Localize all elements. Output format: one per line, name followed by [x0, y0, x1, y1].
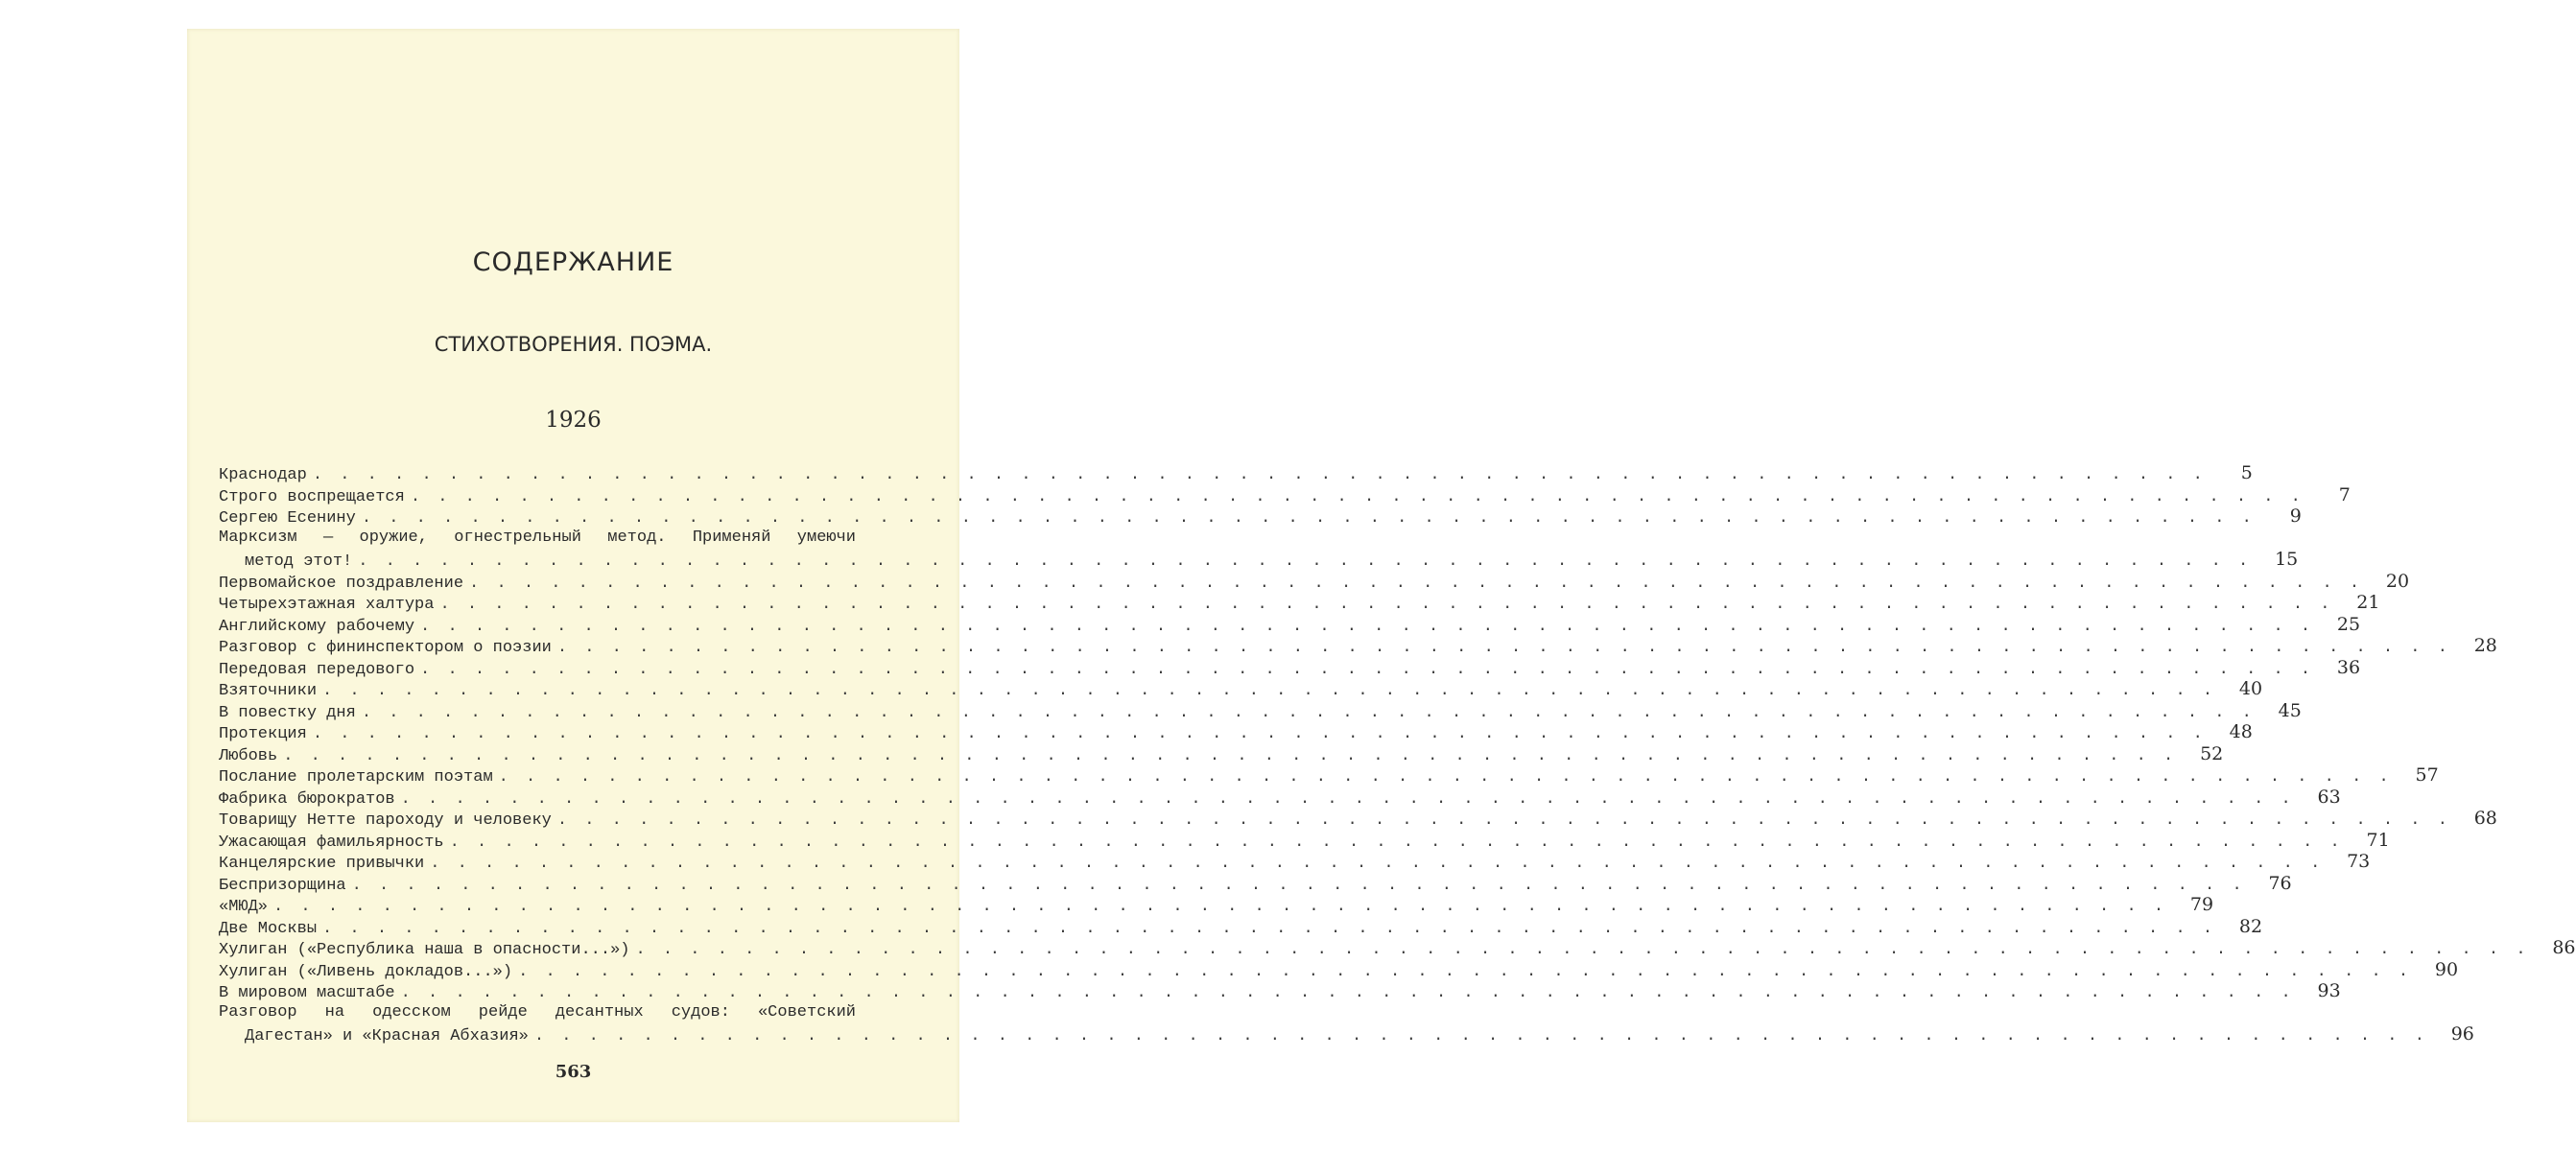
toc-entry [219, 699, 2302, 722]
toc-entry-title: «МЮД» [219, 898, 269, 916]
toc-entry [219, 980, 2341, 1002]
toc-entry-continuation [219, 549, 2299, 571]
toc-entry-title: Разговор на одесском рейде десантных судов: «Советский [219, 1002, 856, 1022]
toc-entry-page: 79 [2189, 894, 2214, 915]
toc-entry-title: Марксизм — оружие, огнестрельный метод. Применяй умеючи [219, 528, 856, 547]
toc-entry [219, 808, 2497, 830]
toc-entry [219, 764, 2439, 787]
toc-entry-title: Две Москвы [219, 919, 318, 938]
toc-entry-title: Любовь [219, 746, 278, 765]
toc-entry [219, 851, 2371, 873]
toc-entry-page: 25 [2336, 613, 2361, 635]
toc-entry [219, 483, 2351, 506]
book-page [187, 29, 2576, 1122]
toc-entry [219, 528, 902, 550]
toc-entry-title: Сергею Есенину [219, 509, 356, 528]
toc-entry-title: Дагестан» и «Красная Абхазия» [245, 1027, 529, 1045]
toc-entry-page: 21 [2356, 592, 2380, 613]
section-heading: СТИХОТВОРЕНИЯ. ПОЭМА. [434, 333, 713, 356]
toc-entry-page: 45 [2278, 699, 2302, 721]
toc-entry-page: 7 [2338, 483, 2351, 505]
toc-entry-page: 15 [2275, 549, 2299, 570]
toc-entry-page: 48 [2229, 721, 2253, 742]
toc-entry-title: Краснодар [219, 466, 307, 484]
toc-entry-title: Передовая передового [219, 660, 415, 679]
toc-entry-page: 28 [2473, 635, 2497, 656]
toc-entry-title: В повестку дня [219, 703, 356, 722]
toc-entry-page: 5 [2240, 462, 2253, 483]
toc-entry-title: Ужасающая фамильярность [219, 833, 444, 852]
toc-entry-continuation [219, 1023, 2474, 1045]
toc-entry-title: Хулиган («Республика наша в опасности...») [219, 941, 630, 959]
toc-entry-page: 82 [2238, 915, 2263, 937]
toc-entry [219, 678, 2263, 700]
toc-entry-title: Четырехэтажная халтура [219, 596, 435, 614]
toc-entry-page: 90 [2434, 958, 2459, 980]
toc-entry [219, 829, 2390, 852]
toc-entry [219, 570, 2410, 593]
toc-entry-page: 73 [2347, 851, 2371, 872]
toc-entry [219, 937, 2576, 959]
toc-entry-page: 96 [2450, 1023, 2474, 1045]
toc-entry-page: 20 [2385, 570, 2410, 592]
table-of-contents [219, 462, 2576, 1045]
toc-entry-page: 9 [2289, 505, 2302, 527]
toc-entry [219, 505, 2302, 528]
toc-entry-title: Фабрика бюрократов [219, 789, 395, 809]
toc-entry [219, 786, 2341, 809]
toc-entry [219, 958, 2459, 981]
toc-entry-page: 86 [2552, 937, 2576, 958]
toc-entry [219, 721, 2253, 743]
toc-entry-title: Хулиган («Ливень докладов...») [219, 962, 513, 981]
toc-entry-title: Беспризорщина [219, 876, 346, 895]
toc-entry-title: Разговор с фининспектором о поэзии [219, 639, 552, 657]
page-number: 563 [555, 1062, 592, 1082]
toc-entry [219, 915, 2263, 938]
toc-entry [219, 656, 2361, 679]
toc-entry-title: Протекция [219, 725, 307, 743]
toc-entry-page: 71 [2366, 829, 2390, 851]
toc-entry-title: Строго воспрещается [219, 487, 405, 506]
toc-entry-page: 36 [2336, 656, 2361, 678]
toc-entry [219, 635, 2497, 657]
toc-entry [219, 592, 2380, 614]
toc-entry [219, 1002, 902, 1024]
toc-entry-title: Канцелярские привычки [219, 855, 425, 873]
toc-entry-page: 68 [2473, 808, 2497, 829]
toc-entry-page: 52 [2200, 742, 2224, 764]
toc-entry [219, 894, 2214, 916]
toc-entry-page: 57 [2415, 764, 2439, 786]
toc-entry-title: В мировом масштабе [219, 984, 395, 1002]
toc-entry-title: Взяточники [219, 682, 318, 700]
toc-entry [219, 742, 2224, 765]
toc-entry-title: Товарищу Нетте пароходу и человеку [219, 811, 552, 830]
toc-entry [219, 872, 2292, 895]
contents-heading: СОДЕРЖАНИЕ [472, 247, 674, 277]
year-heading: 1926 [545, 408, 602, 433]
toc-entry-page: 63 [2317, 786, 2341, 808]
toc-entry-title: Английскому рабочему [219, 617, 415, 636]
toc-entry-title: Первомайское поздравление [219, 574, 464, 593]
toc-entry-page: 76 [2268, 872, 2292, 894]
toc-entry-title: Послание пролетарским поэтам [219, 768, 493, 787]
toc-entry [219, 613, 2361, 636]
toc-entry [219, 462, 2253, 484]
toc-entry-title: метод этот! [245, 552, 353, 571]
toc-entry-page: 40 [2238, 678, 2263, 699]
toc-entry-page: 93 [2317, 980, 2341, 1001]
